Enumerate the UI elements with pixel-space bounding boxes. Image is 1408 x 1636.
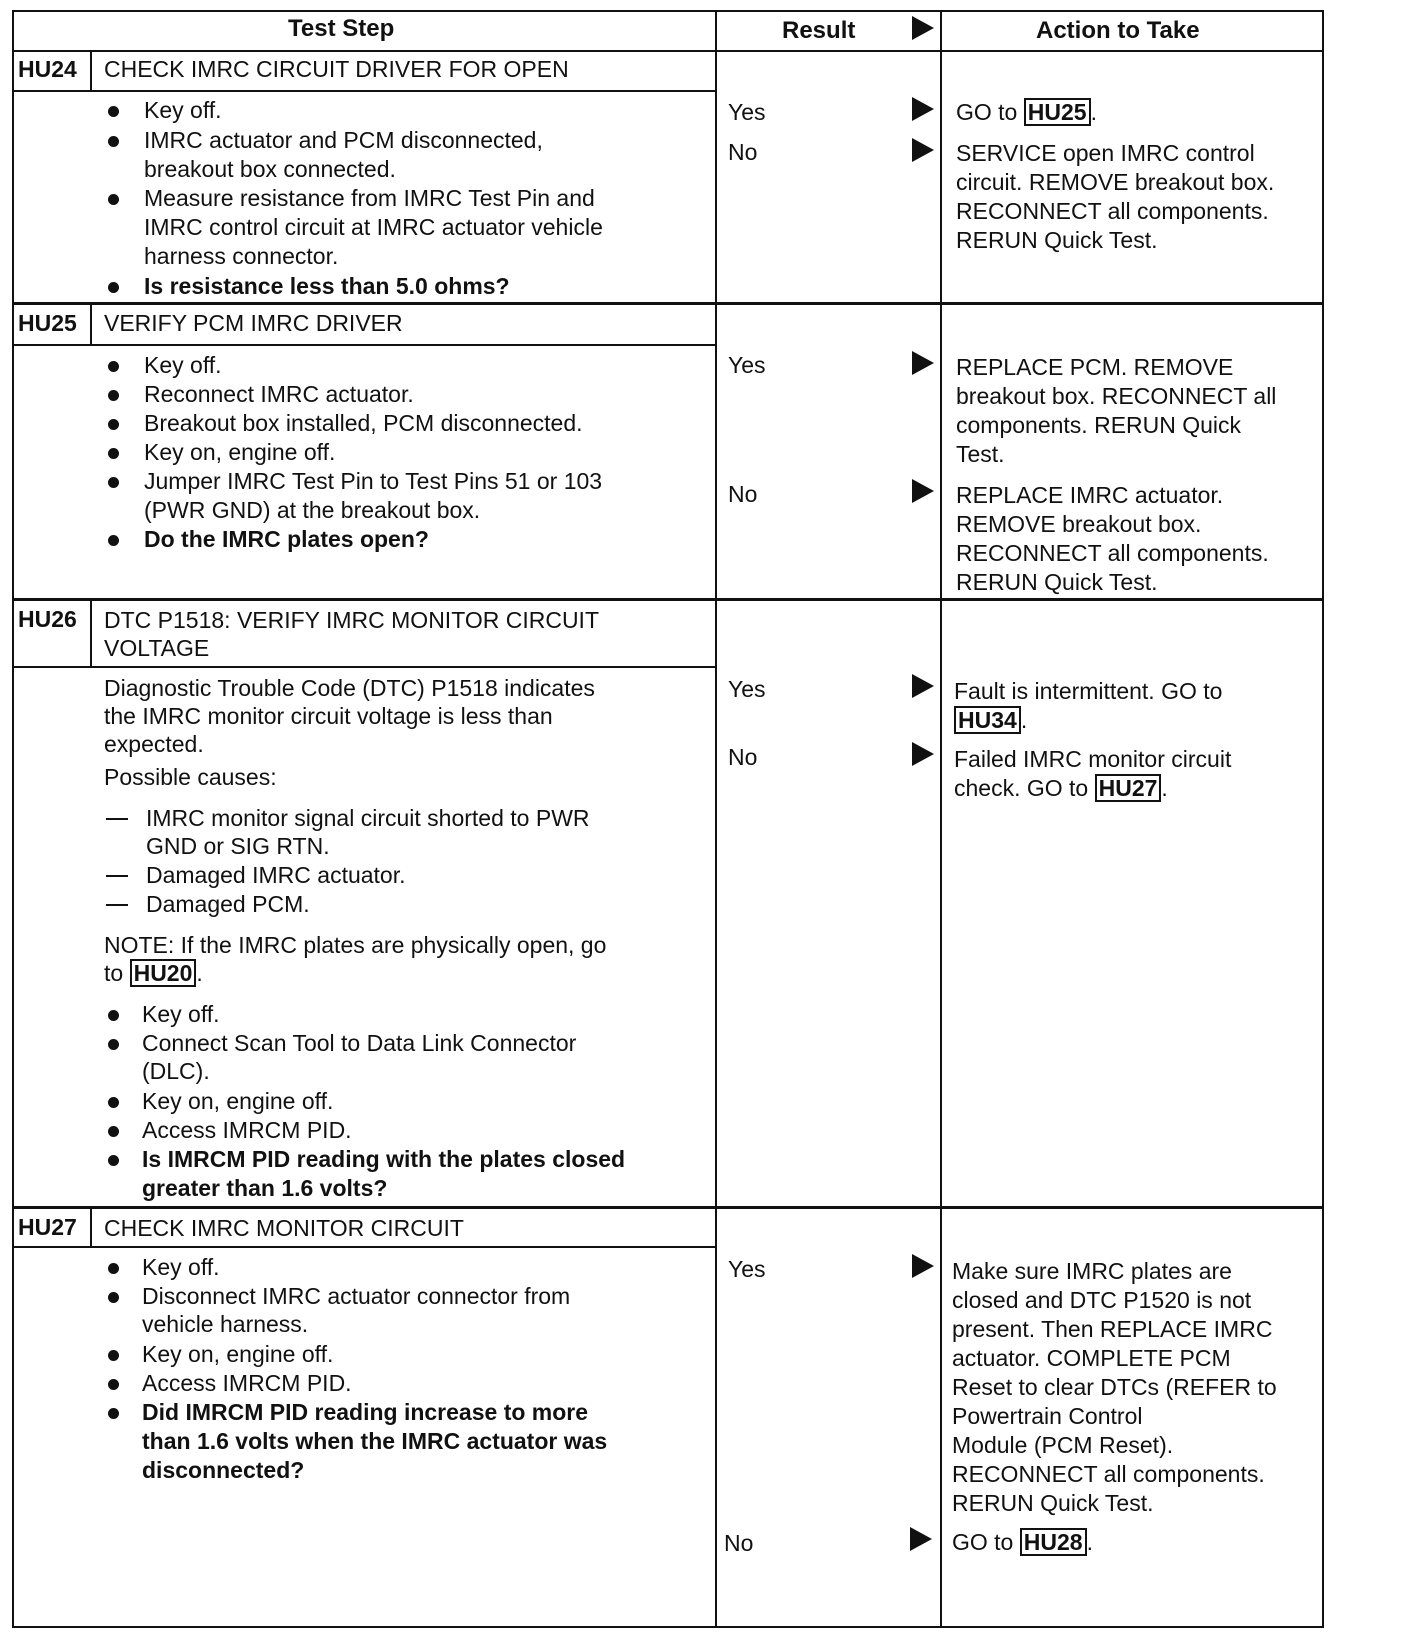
step-title-hu25: VERIFY PCM IMRC DRIVER — [104, 310, 403, 336]
hu25-bullet-5b: (PWR GND) at the breakout box. — [144, 497, 481, 523]
row-rule — [12, 1206, 1324, 1209]
hu26-cause-3: Damaged PCM. — [146, 891, 310, 917]
bullet-icon — [108, 1379, 119, 1390]
hu26-desc-3: expected. — [104, 731, 204, 757]
step-title-hu24: CHECK IMRC CIRCUIT DRIVER FOR OPEN — [104, 56, 569, 82]
hu24-bullet-2a: IMRC actuator and PCM disconnected, — [144, 127, 543, 153]
divider-action — [940, 10, 942, 1628]
action-text: . — [1090, 99, 1097, 125]
arrow-icon — [912, 742, 934, 766]
hu27-yes-action-3: present. Then REPLACE IMRC — [952, 1316, 1273, 1342]
hu27-bullet-1: Key off. — [142, 1254, 220, 1280]
row-rule — [12, 302, 1324, 305]
arrow-icon — [912, 479, 934, 503]
hu26-yes-action-1: Fault is intermittent. GO to — [954, 678, 1223, 704]
hu24-bullet-2b: breakout box connected. — [144, 156, 396, 182]
hu25-yes-action-2: breakout box. RECONNECT all — [956, 383, 1277, 409]
hu27-question-c: disconnected? — [142, 1457, 305, 1483]
hu25-bullet-2: Reconnect IMRC actuator. — [144, 381, 414, 407]
step-id-hu24: HU24 — [18, 56, 77, 82]
hu26-desc-1: Diagnostic Trouble Code (DTC) P1518 indicates — [104, 675, 595, 701]
arrow-icon — [912, 97, 934, 121]
step-id-hu26: HU26 — [18, 606, 77, 632]
divider-result — [715, 10, 717, 1628]
hu24-yes-label: Yes — [728, 99, 766, 125]
hu27-bullet-3: Key on, engine off. — [142, 1341, 334, 1367]
action-text: GO to — [952, 1529, 1020, 1555]
action-text: . — [1020, 707, 1028, 733]
bullet-icon — [108, 1010, 119, 1021]
note-text: to — [104, 960, 130, 986]
hu27-no-action — [952, 1527, 1093, 1557]
header-action: Action to Take — [1036, 17, 1200, 44]
hu27-yes-action-8: RECONNECT all components. — [952, 1461, 1265, 1487]
hu25-no-action-3: RECONNECT all components. — [956, 540, 1269, 566]
table-border-left — [12, 10, 14, 1628]
bullet-icon — [108, 194, 119, 205]
hu26-bullet-3: Key on, engine off. — [142, 1088, 334, 1114]
header-result: Result — [782, 17, 856, 44]
hu26-yes-label: Yes — [728, 676, 766, 702]
hu25-link[interactable]: HU25 — [1024, 98, 1091, 126]
hu24-yes-action — [956, 97, 1097, 127]
step-id-hu25: HU25 — [18, 310, 77, 336]
bullet-icon — [108, 106, 119, 117]
hu24-no-action-3: RECONNECT all components. — [956, 198, 1269, 224]
hu26-cause-1a: IMRC monitor signal circuit shorted to PWR — [146, 805, 590, 831]
dash-icon — [106, 818, 128, 820]
hu25-yes-action-4: Test. — [956, 441, 1005, 467]
hu26-bullet-2a: Connect Scan Tool to Data Link Connector — [142, 1030, 577, 1056]
hu25-yes-action-3: components. RERUN Quick — [956, 412, 1242, 438]
hu27-yes-action-2: closed and DTC P1520 is not — [952, 1287, 1252, 1313]
hu26-causes-label: Possible causes: — [104, 764, 277, 790]
hu27-bullet-2b: vehicle harness. — [142, 1311, 309, 1337]
hu27-yes-action-6: Powertrain Control — [952, 1403, 1143, 1429]
hu26-note-1: NOTE: If the IMRC plates are physically open, go — [104, 932, 607, 958]
hu27-yes-action-4: actuator. COMPLETE PCM — [952, 1345, 1231, 1371]
step-title-hu27: CHECK IMRC MONITOR CIRCUIT — [104, 1215, 464, 1241]
hu27-yes-action-9: RERUN Quick Test. — [952, 1490, 1154, 1516]
hu24-bullet-1: Key off. — [144, 97, 222, 123]
bullet-icon — [108, 282, 119, 293]
hu25-bullet-4: Key on, engine off. — [144, 439, 336, 465]
hu25-no-label: No — [728, 481, 758, 507]
hu26-yes-action-2 — [954, 705, 1027, 735]
hu26-cause-2: Damaged IMRC actuator. — [146, 862, 406, 888]
hu26-bullet-4: Access IMRCM PID. — [142, 1117, 352, 1143]
step-id-divider — [90, 302, 92, 344]
step-title-rule — [12, 1246, 717, 1248]
hu24-no-action-4: RERUN Quick Test. — [956, 227, 1158, 253]
hu27-no-label: No — [724, 1530, 754, 1556]
hu24-no-action-2: circuit. REMOVE breakout box. — [956, 169, 1275, 195]
step-title-rule — [12, 666, 717, 668]
arrow-icon — [912, 674, 934, 698]
dash-icon — [106, 875, 128, 877]
hu25-yes-label: Yes — [728, 352, 766, 378]
step-title-hu26-1: DTC P1518: VERIFY IMRC MONITOR CIRCUIT — [104, 607, 599, 633]
bullet-icon — [108, 1263, 119, 1274]
hu26-bullet-1: Key off. — [142, 1001, 220, 1027]
hu26-no-label: No — [728, 744, 758, 770]
hu25-bullet-3: Breakout box installed, PCM disconnected. — [144, 410, 583, 436]
header-test-step: Test Step — [288, 15, 395, 42]
step-id-hu27: HU27 — [18, 1214, 77, 1240]
bullet-icon — [108, 419, 119, 430]
hu24-bullet-3b: IMRC control circuit at IMRC actuator vehicle — [144, 214, 603, 240]
bullet-icon — [108, 448, 119, 459]
diagnostic-table — [12, 10, 1382, 1630]
note-text: . — [196, 960, 203, 986]
hu25-no-action-4: RERUN Quick Test. — [956, 569, 1158, 595]
dash-icon — [106, 904, 128, 906]
step-title-hu26-2: VOLTAGE — [104, 635, 210, 661]
hu26-question-b: greater than 1.6 volts? — [142, 1175, 388, 1201]
hu25-no-action-2: REMOVE breakout box. — [956, 511, 1202, 537]
hu24-no-label: No — [728, 139, 758, 165]
hu27-yes-label: Yes — [728, 1256, 766, 1282]
action-text: . — [1161, 775, 1168, 801]
hu34-link[interactable]: HU34 — [954, 706, 1021, 734]
hu25-no-action-1: REPLACE IMRC actuator. — [956, 482, 1224, 508]
hu27-bullet-4: Access IMRCM PID. — [142, 1370, 352, 1396]
bullet-icon — [108, 1350, 119, 1361]
hu27-bullet-2a: Disconnect IMRC actuator connector from — [142, 1283, 571, 1309]
bullet-icon — [108, 1097, 119, 1108]
bullet-icon — [108, 390, 119, 401]
hu24-bullet-3c: harness connector. — [144, 243, 339, 269]
hu25-bullet-1: Key off. — [144, 352, 222, 378]
hu26-question-a: Is IMRCM PID reading with the plates closed — [142, 1146, 626, 1172]
hu24-no-action-1: SERVICE open IMRC control — [956, 140, 1255, 166]
action-text: GO to — [956, 99, 1024, 125]
bullet-icon — [108, 1126, 119, 1137]
bullet-icon — [108, 361, 119, 372]
row-rule — [12, 598, 1324, 601]
hu25-bullet-5a: Jumper IMRC Test Pin to Test Pins 51 or 103 — [144, 468, 603, 494]
hu26-cause-1b: GND or SIG RTN. — [146, 833, 330, 859]
hu24-bullet-3a: Measure resistance from IMRC Test Pin and — [144, 185, 595, 211]
step-id-divider — [90, 598, 92, 666]
arrow-icon — [912, 351, 934, 375]
hu27-link[interactable]: HU27 — [1095, 774, 1162, 802]
hu26-no-action-2 — [954, 773, 1168, 803]
arrow-icon — [912, 16, 934, 40]
hu28-link[interactable]: HU28 — [1020, 1528, 1087, 1556]
step-title-rule — [12, 344, 717, 346]
table-border-bottom — [12, 1626, 1324, 1628]
step-id-divider — [90, 1206, 92, 1246]
arrow-icon — [912, 1254, 934, 1278]
hu26-desc-2: the IMRC monitor circuit voltage is less than — [104, 703, 553, 729]
table-border-right — [1322, 10, 1324, 1628]
bullet-icon — [108, 477, 119, 488]
hu26-bullet-2b: (DLC). — [142, 1058, 210, 1084]
hu25-question: Do the IMRC plates open? — [144, 526, 429, 552]
step-id-divider — [90, 50, 92, 90]
hu26-note-2 — [104, 958, 203, 988]
bullet-icon — [108, 1292, 119, 1303]
hu27-yes-action-7: Module (PCM Reset). — [952, 1432, 1174, 1458]
header-rule — [12, 50, 1324, 52]
bullet-icon — [108, 1039, 119, 1050]
hu24-question: Is resistance less than 5.0 ohms? — [144, 273, 510, 299]
bullet-icon — [108, 535, 119, 546]
step-title-rule — [12, 90, 717, 92]
bullet-icon — [108, 136, 119, 147]
hu25-yes-action-1: REPLACE PCM. REMOVE — [956, 354, 1234, 380]
hu20-link[interactable]: HU20 — [130, 959, 197, 987]
action-text: check. GO to — [954, 775, 1095, 801]
table-border-top — [12, 10, 1324, 12]
hu27-yes-action-1: Make sure IMRC plates are — [952, 1258, 1232, 1284]
arrow-icon — [910, 1527, 932, 1551]
action-text: . — [1086, 1529, 1093, 1555]
hu27-question-b: than 1.6 volts when the IMRC actuator was — [142, 1428, 608, 1454]
hu27-yes-action-5: Reset to clear DTCs (REFER to — [952, 1374, 1277, 1400]
hu26-no-action-1: Failed IMRC monitor circuit — [954, 746, 1232, 772]
arrow-icon — [912, 138, 934, 162]
bullet-icon — [108, 1155, 119, 1166]
bullet-icon — [108, 1408, 119, 1419]
hu27-question-a: Did IMRCM PID reading increase to more — [142, 1399, 589, 1425]
